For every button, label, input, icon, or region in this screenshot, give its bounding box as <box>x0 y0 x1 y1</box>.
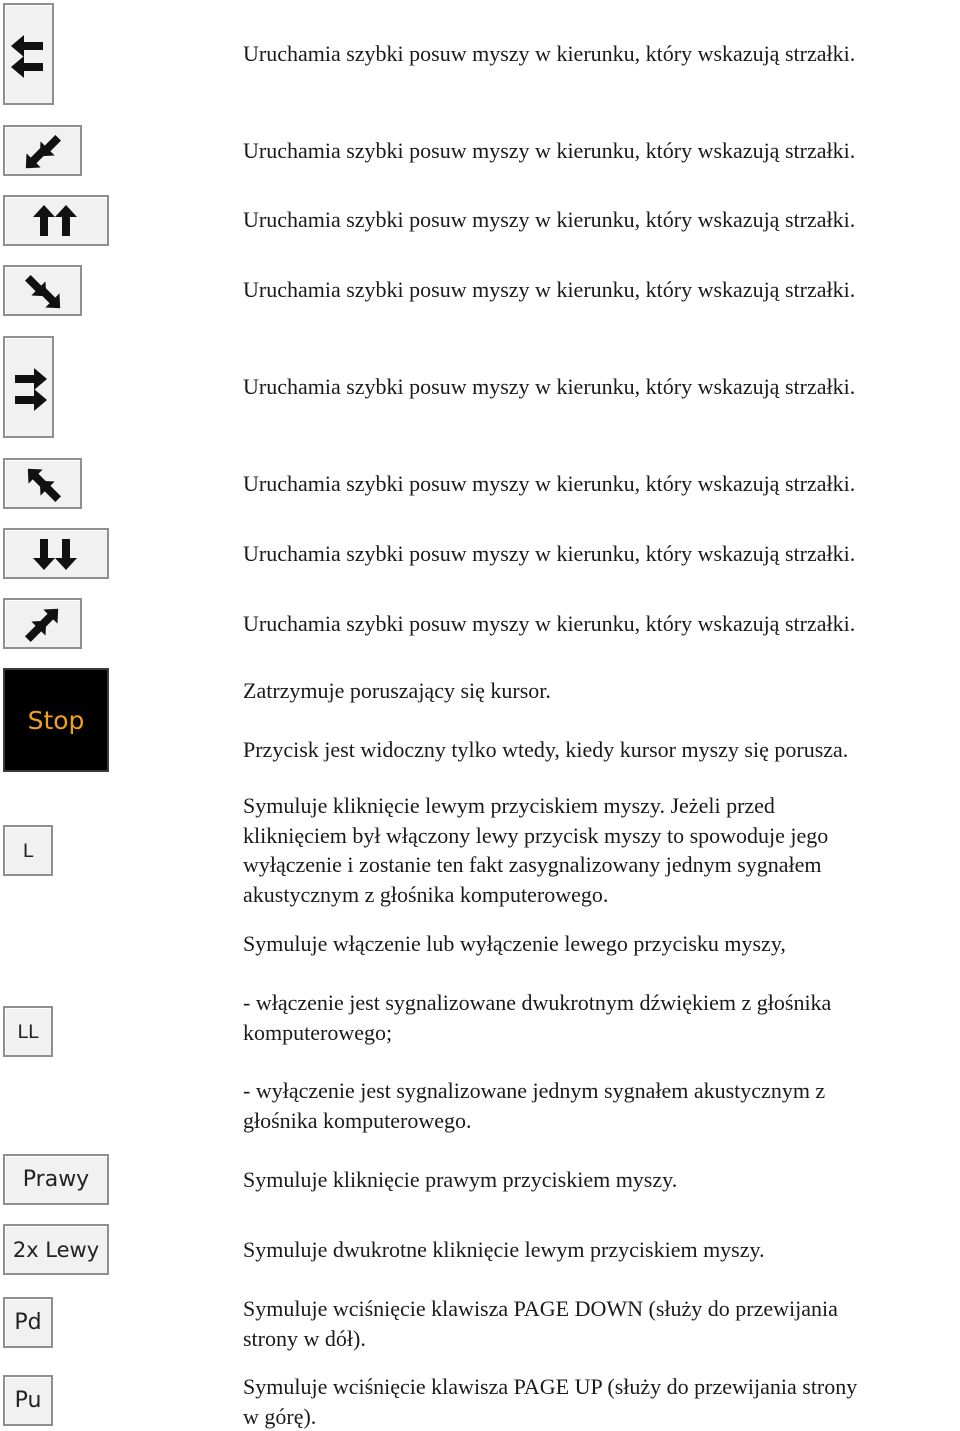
double-left-click-button-label: 2x Lewy <box>12 1237 100 1262</box>
desc-arrows-up-left: Uruchamia szybki posuw myszy w kierunku, który wskazują strzałki. <box>243 138 856 163</box>
arrows-left-icon <box>9 24 49 84</box>
page-up-button-label: Pu <box>14 1388 42 1413</box>
arrows-up-right-icon <box>17 269 69 313</box>
arrows-up-icon <box>26 201 86 241</box>
desc-left-click-line: wyłączenie i zostanie ten fakt zasygnalizowany jednym sygnałem <box>243 852 822 878</box>
desc-left-click <box>243 791 828 909</box>
fast-move-down-left-button[interactable] <box>3 458 82 509</box>
double-left-click-button[interactable] <box>3 1224 109 1275</box>
stop-button-label: Stop <box>27 705 85 735</box>
fast-move-down-right-button[interactable] <box>3 598 82 649</box>
arrows-down-left-icon <box>17 462 69 506</box>
desc-left-click-line: Symuluje kliknięcie lewym przyciskiem myszy. Jeżeli przed <box>243 793 775 818</box>
arrows-down-right-icon <box>17 602 69 646</box>
fast-move-up-button[interactable] <box>3 195 109 246</box>
page-up-button[interactable] <box>3 1375 53 1426</box>
page-down-button-label: Pd <box>14 1310 42 1335</box>
desc-left-lock-on-line: komputerowego; <box>243 1019 393 1045</box>
fast-move-up-right-button[interactable] <box>3 265 82 316</box>
desc-left-lock-off-line: - wyłączenie jest sygnalizowane jednym sygnałem akustycznym z <box>243 1078 826 1103</box>
desc-left-lock-off-line: głośnika komputerowego. <box>243 1107 472 1133</box>
desc-stop-line-1: Zatrzymuje poruszający się kursor. <box>243 678 551 703</box>
desc-arrows-down: Uruchamia szybki posuw myszy w kierunku, który wskazują strzałki. <box>243 541 856 566</box>
stop-button[interactable] <box>3 668 109 772</box>
desc-arrows-down-right: Uruchamia szybki posuw myszy w kierunku, który wskazują strzałki. <box>243 611 856 636</box>
desc-right-click: Symuluje kliknięcie prawym przyciskiem myszy. <box>243 1167 678 1192</box>
desc-arrows-down-left: Uruchamia szybki posuw myszy w kierunku, który wskazują strzałki. <box>243 471 856 496</box>
fast-move-down-button[interactable] <box>3 528 109 579</box>
desc-left-click-line: kliknięciem był włączony lewy przycisk myszy to spowoduje jego <box>243 822 829 848</box>
desc-arrows-left: Uruchamia szybki posuw myszy w kierunku, który wskazują strzałki. <box>243 41 856 66</box>
desc-stop-line-2: Przycisk jest widoczny tylko wtedy, kiedy kursor myszy się porusza. <box>243 737 849 762</box>
desc-arrows-up-right: Uruchamia szybki posuw myszy w kierunku, który wskazują strzałki. <box>243 277 856 302</box>
desc-page-up-line: Symuluje wciśnięcie klawisza PAGE UP (służy do przewijania strony <box>243 1374 858 1399</box>
left-lock-button[interactable] <box>3 1006 53 1057</box>
arrows-right-icon <box>9 357 49 417</box>
desc-page-up <box>243 1372 857 1431</box>
desc-page-up-line: w górę). <box>243 1403 317 1429</box>
desc-left-click-line: akustycznym z głośnika komputerowego. <box>243 881 609 907</box>
left-lock-button-label: LL <box>17 1020 39 1043</box>
right-click-button[interactable] <box>3 1154 109 1205</box>
right-click-button-label: Prawy <box>22 1167 90 1192</box>
desc-double-left-click: Symuluje dwukrotne kliknięcie lewym przyciskiem myszy. <box>243 1237 765 1262</box>
arrows-up-left-icon <box>17 129 69 173</box>
fast-move-up-left-button[interactable] <box>3 125 82 176</box>
desc-left-lock-off <box>243 1076 825 1135</box>
fast-move-left-button[interactable] <box>3 3 54 105</box>
desc-left-lock-intro: Symuluje włączenie lub wyłączenie lewego przycisku myszy, <box>243 931 786 956</box>
desc-arrows-right: Uruchamia szybki posuw myszy w kierunku, który wskazują strzałki. <box>243 374 856 399</box>
desc-page-down-line: Symuluje wciśnięcie klawisza PAGE DOWN (służy do przewijania <box>243 1296 838 1321</box>
left-click-button[interactable] <box>3 825 53 876</box>
desc-left-lock-on-line: - włączenie jest sygnalizowane dwukrotnym dźwiękiem z głośnika <box>243 990 832 1015</box>
desc-page-down <box>243 1294 838 1353</box>
desc-page-down-line: strony w dół). <box>243 1325 366 1351</box>
fast-move-right-button[interactable] <box>3 336 54 438</box>
desc-arrows-up: Uruchamia szybki posuw myszy w kierunku, który wskazują strzałki. <box>243 207 856 232</box>
arrows-down-icon <box>26 534 86 574</box>
desc-left-lock-on <box>243 988 831 1047</box>
left-click-button-label: L <box>22 839 34 862</box>
page-down-button[interactable] <box>3 1297 53 1348</box>
